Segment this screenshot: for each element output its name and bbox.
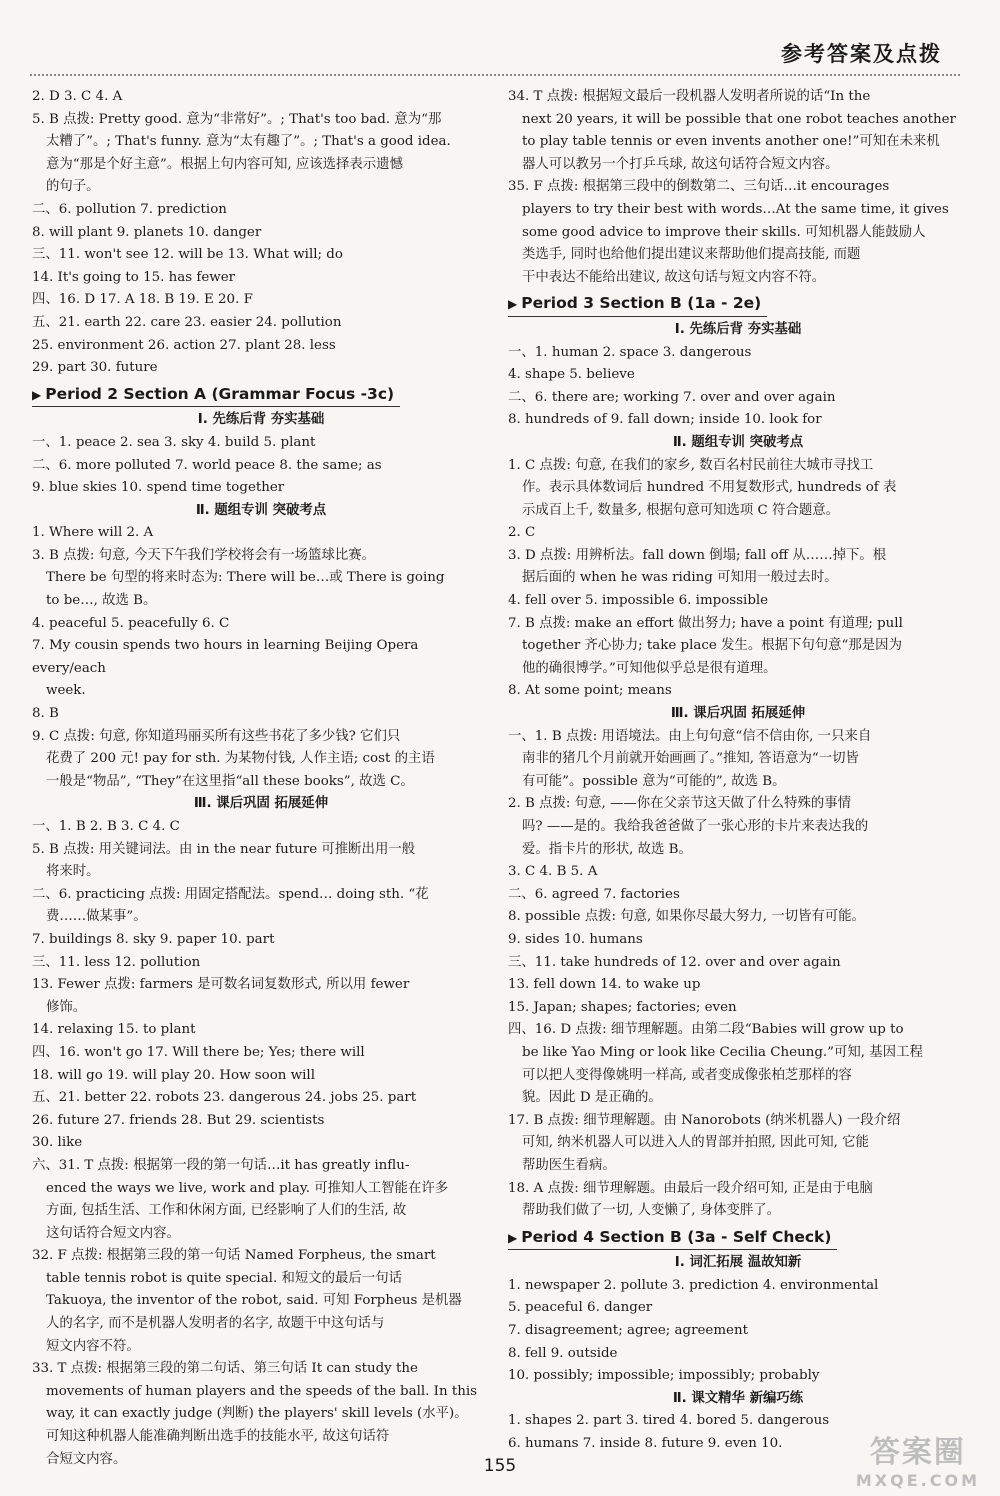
section-heading-row (508, 289, 968, 319)
answer-line: 32. F 点拨: 根据第三段的第一句话 Named Forpheus, the smart (32, 1248, 436, 1264)
answer-line: 9. sides 10. humans (508, 931, 643, 947)
answer-line: 可知这种机器人能准确判断出选手的技能水平, 故这句话符 (46, 1429, 390, 1445)
answer-line: 五、21. earth 22. care 23. easier 24. pollution (32, 314, 342, 330)
answer-line: way, it can exactly judge (判断) the players' skill levels (水平)。 (46, 1406, 468, 1422)
triangle-icon: ▶ (32, 387, 42, 402)
answer-line: 吗? ——是的。我给我爸爸做了一张心形的卡片来表达我的 (522, 819, 869, 834)
answer-line: be like Yao Ming or look like Cecilia Cheung.”可知, 基因工程 (522, 1044, 923, 1060)
answer-line: enced the ways we live, work and play. 可推知人工智能在许多 (46, 1180, 449, 1196)
answer-line: 6. humans 7. inside 8. future 9. even 10. (508, 1436, 783, 1452)
answer-line: 示成百上千, 数量多, 根据句意可知选项 C 符合题意。 (522, 502, 839, 518)
answer-line: 貌。因此 D 是正确的。 (522, 1090, 662, 1106)
subsection-heading: Ⅱ. 题组专训 突破考点 (195, 502, 327, 518)
watermark-text: 答案圈 (869, 1435, 966, 1470)
answer-line: 8. will plant 9. planets 10. danger (32, 224, 262, 240)
answer-line: 三、11. take hundreds of 12. over and over again (508, 954, 841, 970)
answer-line: 8. B (32, 706, 59, 722)
answer-line: 4. peaceful 5. peacefully 6. C (32, 615, 230, 631)
answer-line: some good advice to improve their skills. 可知机器人能鼓励人 (522, 224, 926, 240)
answer-line: 8. hundreds of 9. fall down; inside 10. look for (508, 412, 822, 428)
answer-line: 南非的猪几个月前就开始画画了。”推知, 答语意为“一切皆 (522, 751, 859, 767)
answer-line: 人的名字, 而不是机器人发明者的名字, 故题干中这句话与 (46, 1316, 385, 1332)
section-heading (32, 383, 400, 408)
answer-line: 7. buildings 8. sky 9. paper 10. part (32, 931, 275, 947)
answer-line: 34. T 点拨: 根据短文最后一段机器人发明者所说的话“In the (508, 89, 871, 104)
answer-line: 15. Japan; shapes; factories; even (508, 999, 737, 1015)
answer-line: 作。表示具体数词后 hundred 不用复数形式, hundreds of 表 (522, 480, 897, 496)
answer-line: 将来时。 (46, 864, 100, 880)
answer-line: 三、11. won't see 12. will be 13. What will; do (32, 247, 343, 263)
answer-line: There be 句型的将来时态为: There will be…或 There is going (46, 570, 445, 586)
answer-line: 帮助医生看病。 (522, 1157, 616, 1173)
answer-line: 25. environment 26. action 27. plant 28. less (32, 337, 336, 353)
subsection-heading: Ⅲ. 课后巩固 拓展延伸 (670, 706, 806, 722)
answer-line: 二、6. practicing 点拨: 用固定搭配法。spend… doing sth. “花 (32, 886, 429, 902)
answer-line: 10. possibly; impossible; impossibly; probably (508, 1368, 820, 1384)
section-heading (508, 292, 767, 317)
answer-line: 1. shapes 2. part 3. tired 4. bored 5. dangerous (508, 1413, 830, 1429)
answer-line: 13. fell down 14. to wake up (508, 977, 701, 993)
answer-line: week. (46, 683, 86, 699)
answer-line: to play table tennis or even invents another one!”可知在未来机 (522, 134, 940, 150)
answer-line: 六、31. T 点拨: 根据第一段的第一句话…it has greatly influ- (32, 1157, 410, 1173)
answer-line: 一、1. B 点拨: 用语境法。由上句句意“信不信由你, 一只来自 (508, 728, 872, 744)
answer-line: 短文内容不符。 (46, 1338, 140, 1354)
answer-line: 据后面的 when he was riding 可知用一般过去时。 (522, 570, 838, 586)
subsection-heading: Ⅰ. 先练后背 夯实基础 (674, 321, 802, 337)
answer-line: 花费了 200 元! pay for sth. 为某物付钱, 人作主语; cost 的主语 (46, 751, 435, 767)
answer-line: 四、16. D 17. A 18. B 19. E 20. F (32, 292, 253, 308)
answer-line: 修饰。 (46, 999, 87, 1015)
answer-line: 8. possible 点拨: 句意, 如果你尽最大努力, 一切皆有可能。 (508, 909, 865, 925)
answer-line: 5. peaceful 6. danger (508, 1300, 653, 1316)
section-heading-row (32, 380, 490, 410)
answer-line: 2. B 点拨: 句意, ——你在父亲节这天做了什么特殊的事情 (508, 796, 852, 812)
answer-line: 可知, 纳米机器人可以进入人的胃部并拍照, 因此可知, 它能 (522, 1135, 869, 1151)
answer-line: 7. disagreement; agree; agreement (508, 1323, 748, 1339)
answer-line: 9. C 点拨: 句意, 你知道玛丽买所有这些书花了多少钱? 它们只 (32, 728, 401, 744)
answer-line: 器人可以教另一个打乒乓球, 故这句话符合短文内容。 (522, 156, 839, 172)
section-heading-text: Period 4 Section B (3a - Self Check) (521, 1227, 832, 1246)
answer-line: 合短文内容。 (46, 1451, 127, 1467)
answer-line: next 20 years, it will be possible that one robot teaches another (522, 111, 956, 127)
answer-line: 爱。指卡片的形状, 故选 B。 (522, 841, 692, 857)
answer-line: 二、6. more polluted 7. world peace 8. the same; as (32, 457, 382, 473)
answer-line: 意为“那是个好主意”。根据上句内容可知, 应该选择表示遗憾 (46, 156, 403, 172)
answer-line: to be…, 故选 B。 (46, 593, 157, 609)
answer-line: movements of human players and the speeds of the ball. In this (46, 1383, 477, 1399)
answer-line: 太糟了”。; That's funny. 意为“太有趣了”。; That's a good idea. (46, 134, 451, 150)
answer-line: 一般是“物品”, “They”在这里指“all these books”, 故选 C。 (46, 773, 414, 789)
section-heading-text: Period 2 Section A (Grammar Focus -3c) (45, 384, 395, 403)
answer-line: Takuoya, the inventor of the robot, said. 可知 Forpheus 是机器 (46, 1293, 462, 1309)
answer-line: 5. B 点拨: 用关键词法。由 in the near future 可推断出用一般 (32, 841, 416, 857)
answer-line: 14. It's going to 15. has fewer (32, 269, 236, 285)
answer-line: 7. My cousin spends two hours in learning Beijing Opera every/each (32, 638, 419, 676)
answer-line: 30. like (32, 1135, 83, 1151)
answer-line: 他的确很博学。”可知他似乎总是很有道理。 (522, 660, 777, 676)
answer-line: 三、11. less 12. pollution (32, 954, 201, 970)
answer-line: 26. future 27. friends 28. But 29. scientists (32, 1112, 325, 1128)
header-divider (30, 74, 960, 76)
answer-line: 四、16. won't go 17. Will there be; Yes; there will (32, 1044, 365, 1060)
left-column (32, 86, 490, 1471)
answer-line: together 齐心协力; take place 发生。根据下句句意“那是因为 (522, 638, 902, 654)
subsection-heading: Ⅰ. 词汇拓展 温故知新 (674, 1255, 802, 1271)
answer-line: 2. C (508, 525, 536, 541)
answer-line: 一、1. B 2. B 3. C 4. C (32, 819, 180, 834)
section-heading-row (508, 1223, 968, 1253)
answer-line: 方面, 包括生活、工作和休闲方面, 已经影响了人们的生活, 故 (46, 1203, 407, 1219)
answer-line: players to try their best with words…At the same time, it gives (522, 201, 949, 217)
watermark-logo (856, 1427, 980, 1490)
answer-line: 3. D 点拨: 用辨析法。fall down 倒塌; fall off 从……掉下。根 (508, 547, 887, 563)
answer-line: 四、16. D 点拨: 细节理解题。由第二段“Babies will grow up to (508, 1022, 904, 1038)
answer-line: 1. C 点拨: 句意, 在我们的家乡, 数百名村民前往大城市寻找工 (508, 457, 874, 473)
answer-line: 二、6. agreed 7. factories (508, 886, 680, 902)
answer-line: 一、1. peace 2. sea 3. sky 4. build 5. plant (32, 434, 316, 450)
answer-line: 29. part 30. future (32, 360, 158, 376)
answer-line: 1. Where will 2. A (32, 525, 154, 541)
answer-line: 帮助我们做了一切, 人变懒了, 身体变胖了。 (522, 1203, 781, 1219)
triangle-icon: ▶ (508, 297, 518, 312)
section-heading-text: Period 3 Section B (1a - 2e) (521, 294, 762, 313)
page-number: 155 (483, 1456, 517, 1476)
answer-line: 33. T 点拨: 根据第三段的第二句话、第三句话 It can study the (32, 1361, 418, 1377)
answer-line: 二、6. there are; working 7. over and over again (508, 389, 836, 405)
answer-line: table tennis robot is quite special. 和短文的最后一句话 (46, 1270, 402, 1286)
answer-line: 类选手, 同时也给他们提出建议来帮助他们提高技能, 而题 (522, 247, 861, 263)
answer-line: 可以把人变得像姚明一样高, 或者变成像张柏芝那样的容 (522, 1067, 852, 1083)
answer-line: 2. D 3. C 4. A (32, 89, 123, 104)
answer-line: 5. B 点拨: Pretty good. 意为“非常好”。; That's too bad. 意为“那 (32, 111, 442, 127)
answer-line: 35. F 点拨: 根据第三段中的倒数第二、三句话…it encourages (508, 179, 890, 195)
right-column (508, 86, 968, 1456)
answer-line: 8. At some point; means (508, 683, 672, 699)
answer-line: 有可能”。possible 意为“可能的”, 故选 B。 (522, 773, 786, 789)
answer-line: 17. B 点拨: 细节理解题。由 Nanorobots (纳米机器人) 一段介绍 (508, 1112, 901, 1128)
answer-line: 费……做某事”。 (46, 909, 147, 925)
subsection-heading: Ⅲ. 课后巩固 拓展延伸 (193, 796, 329, 812)
answer-line: 18. A 点拨: 细节理解题。由最后一段介绍可知, 正是由于电脑 (508, 1180, 873, 1196)
answer-line: 3. B 点拨: 句意, 今天下午我们学校将会有一场篮球比赛。 (32, 547, 376, 563)
answer-line: 一、1. human 2. space 3. dangerous (508, 344, 752, 360)
section-heading (508, 1226, 837, 1251)
answer-line: 1. newspaper 2. pollute 3. prediction 4. environmental (508, 1277, 879, 1293)
answer-line: 二、6. pollution 7. prediction (32, 201, 227, 217)
answer-line: 8. fell 9. outside (508, 1345, 618, 1361)
triangle-icon: ▶ (508, 1230, 518, 1245)
answer-line: 的句子。 (46, 179, 100, 195)
answer-line: 9. blue skies 10. spend time together (32, 480, 285, 496)
answer-line: 13. Fewer 点拨: farmers 是可数名词复数形式, 所以用 fewer (32, 977, 410, 993)
subsection-heading: Ⅰ. 先练后背 夯实基础 (197, 412, 325, 428)
answer-line: 五、21. better 22. robots 23. dangerous 24. jobs 25. part (32, 1090, 417, 1106)
answer-line: 4. fell over 5. impossible 6. impossible (508, 593, 769, 609)
answer-line: 3. C 4. B 5. A (508, 864, 598, 880)
page-header-title: 参考答案及点拨 (781, 42, 942, 66)
subsection-heading: Ⅱ. 课文精华 新编巧练 (672, 1390, 804, 1406)
subsection-heading: Ⅱ. 题组专训 突破考点 (672, 434, 804, 450)
answer-line: 14. relaxing 15. to plant (32, 1022, 196, 1038)
answer-line: 18. will go 19. will play 20. How soon will (32, 1067, 315, 1083)
answer-line: 这句话符合短文内容。 (46, 1225, 180, 1241)
answer-line: 4. shape 5. believe (508, 367, 635, 383)
answer-line: 7. B 点拨: make an effort 做出努力; have a point 有道理; pull (508, 615, 903, 631)
answer-line: 干中表达不能给出建议, 故这句话与短文内容不符。 (522, 269, 826, 285)
watermark-url: MXQE.COM (855, 1471, 980, 1490)
